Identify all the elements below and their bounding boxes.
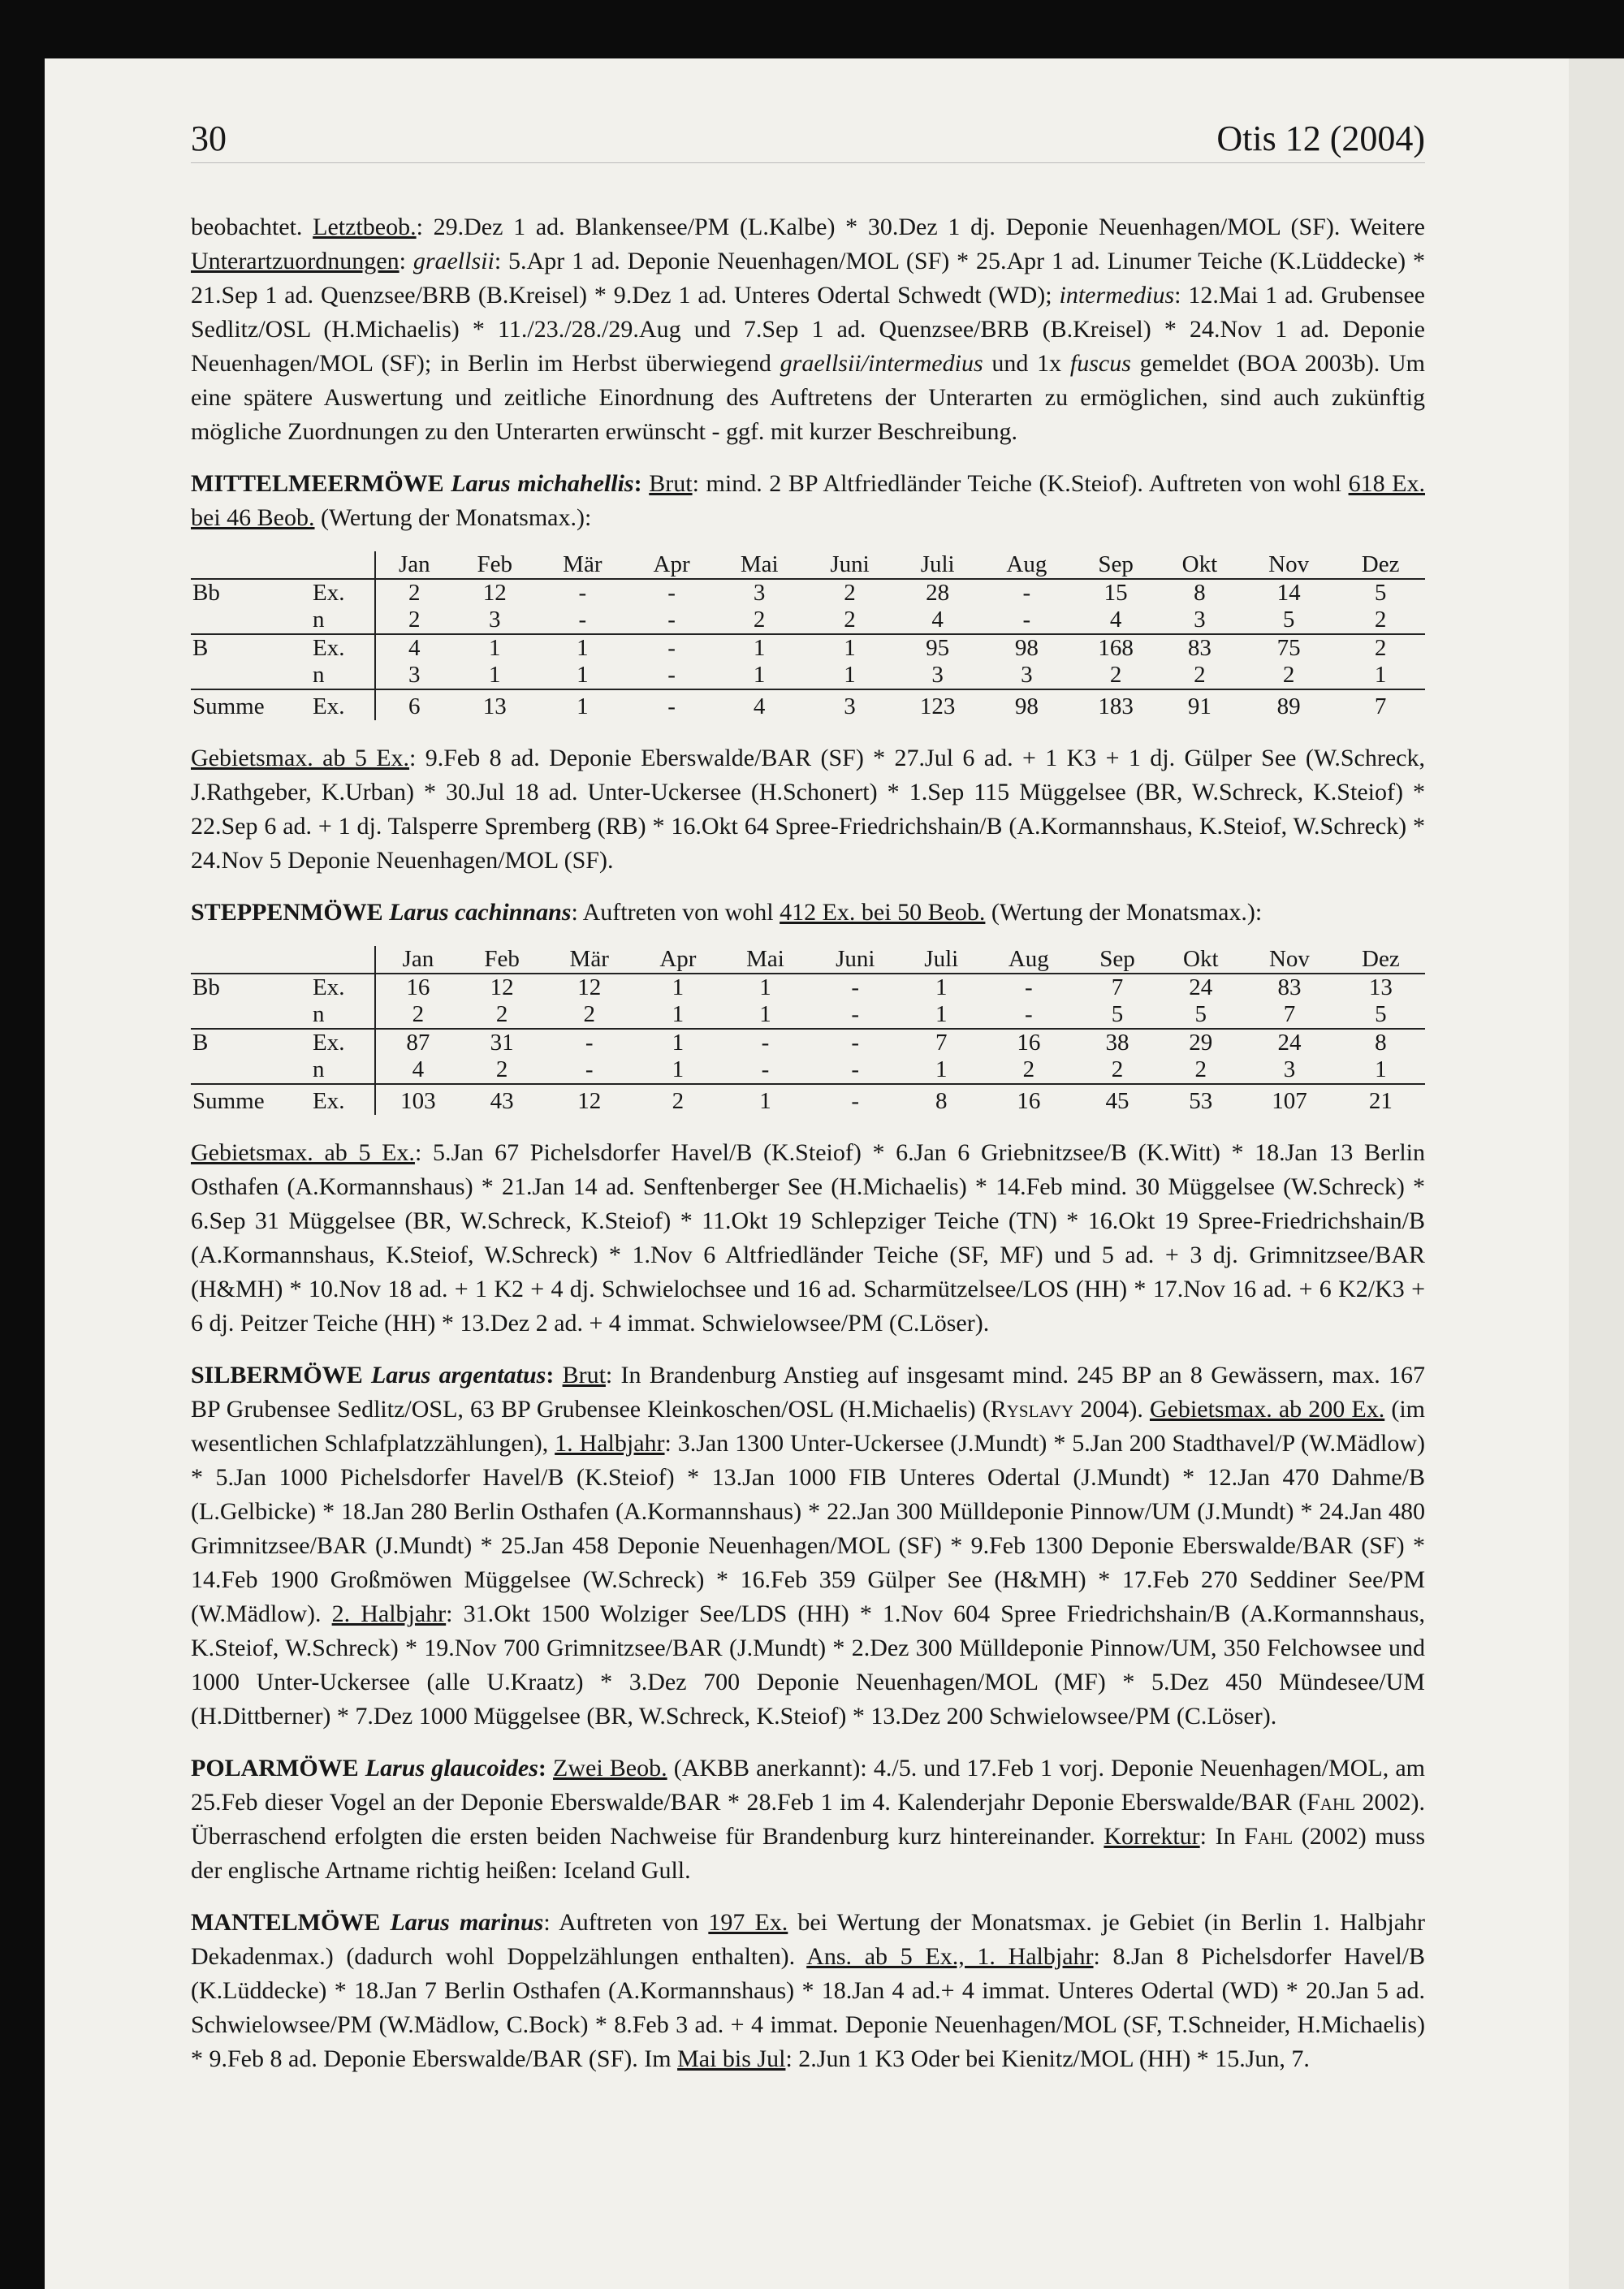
table-cell: 5 [1374,580,1387,606]
table-cell: 91 [1187,693,1212,719]
table-cell: - [851,974,860,1000]
paragraph-silbermoewe: SILBERMÖWE Larus argentatus: Brut: In Brandenburg Anstieg auf insgesamt mind. 245 BP an 8 Gewässern, max. 167 BP Grubensee Sedlitz/OSL, 63 BP Grubensee Kleinkoschen/OSL (H.Michaelis) (Ryslavy 2004). Gebietsmax. ab 200 Ex. (im wesentlichen Schlafplatzzählungen), 1. Halbjahr: 3.Jan 1300 Unter-Uckersee (J.Mundt) * 5.Jan 200 Stadthavel/P (W.Mädlow) * 5.Jan 1000 Pichelsdorfer Havel/B (K.Steiof) * 13.Jan 1000 FIB Unteres Odertal (J.Mundt) * 12.Jan 470 Dahme/B (L.Gelbicke) * 18.Jan 280 Berlin Osthafen (A.Kormannshaus) * 22.Jan 300 Mülldeponie Pinnow/UM (J.Mundt) * 24.Jan 480 Grimnitzsee/BAR (J.Mundt) * 25.Jan 458 Deponie Neuenhagen/MOL (SF) * 9.Feb 1300 Deponie Eberswalde/BAR (SF) * 14.Feb 1900 Großmöwen Müggelsee (W.Schreck) * 16.Feb 359 Gülper See (H&MH) * 17.Feb 270 Seddiner See/PM (W.Mädlow). 2. Halbjahr: 31.Okt 1500 Wolziger See/LDS (HH) * 1.Nov 604 Spree Friedrichshain/B (A.Kormannshaus, K.Steiof, W.Schreck) * 19.Nov 700 Grimnitzsee/BAR (J.Mundt) * 2.Dez 300 Mülldeponie Pinnow/UM, 350 Felchowsee und 1000 Unter-Uckersee (alle U.Kraatz) * 3.Dez 700 Deponie Neuenhagen/MOL (MF) * 5.Dez 450 Mündesee/UM (H.Dittberner) * 7.Dez 1000 Müggelsee (BR, W.Schreck, K.Steiof) * 13.Dez 200 Schwielowsee/PM (C.Löser). [191,1362,1426,1730]
table-cell: 45 [1105,1088,1129,1114]
row-label: Bb [192,974,220,1000]
row-unit: Ex. [301,974,375,1001]
table-cell: - [628,607,715,634]
table-cell: 2 [1242,662,1336,689]
table-cell: 2 [375,1001,460,1029]
table-cell: 1 [753,635,766,661]
paragraph-letztbeob: beobachtet. Letztbeob.: 29.Dez 1 ad. Blankensee/PM (L.Kalbe) * 30.Dez 1 dj. Deponie Neuenhagen/MOL (SF). Weitere Unterartzuordnungen: graellsii: 5.Apr 1 ad. Deponie Neuenhagen/MOL (SF) * 25.Apr 1 ad. Linumer Teiche (K.Lüddecke) * 21.Sep 1 ad. Quenzsee/BRB (B.Kreisel) * 9.Dez 1 ad. Unteres Odertal Schwedt (WD); intermedius: 12.Mai 1 ad. Grubensee Sedlitz/OSL (H.Michaelis) * 11./23./28./29.Aug und 7.Sep 1 ad. Quenzsee/BRB (B.Kreisel) * 24.Nov 1 ad. Deponie Neuenhagen/MOL (SF); in Berlin im Herbst überwiegend graellsii/intermedius und 1x fuscus gemeldet (BOA 2003b). Um eine spätere Auswertung und zeitliche Einordnung des Auftretens der Unterarten zu ermöglichen, sind auch zukünftig mögliche Zuordnungen zu den Unterarten erwünscht - ggf. mit kurzer Beschreibung. [191,214,1425,445]
table-cell: 2 [1158,662,1242,689]
row-label: Bb [192,580,220,606]
table-cell: 3 [1158,607,1242,634]
table-cell: 1 [935,974,948,1000]
table-cell: 3 [375,662,453,689]
row-unit: n [301,1001,375,1029]
table-cell: 3 [844,693,856,719]
table-cell: 1 [577,635,589,661]
table-cell: 4 [896,607,979,634]
table-cell: 13 [482,693,507,719]
table-cell: 3 [753,580,766,606]
row-label: B [192,1030,209,1056]
row-unit: n [301,662,375,689]
table-cell: 8 [935,1088,948,1114]
table-cell: 5 [1242,607,1336,634]
page-content [191,118,1425,2076]
table-row [191,1029,1425,1056]
table-cell: 2 [844,580,856,606]
row-unit: Ex. [301,634,375,662]
table-cell: 1 [844,635,856,661]
species-latin: Larus cachinnans [389,899,572,926]
row-unit: Ex. [301,579,375,607]
table-cell: 12 [490,974,514,1000]
table-cell: 15 [1104,580,1128,606]
species-name: MANTELMÖWE [191,1909,391,1936]
table-cell: 89 [1276,693,1301,719]
table-cell: 2 [672,1088,685,1114]
table-cell: 53 [1189,1088,1213,1114]
table-row [191,689,1425,720]
table-cell: - [810,1056,901,1084]
table-cell: 1 [672,1030,685,1056]
table-cell: 14 [1276,580,1301,606]
table-cell: - [1022,580,1031,606]
table-cell: 2 [1374,635,1387,661]
table-cell: - [544,1056,635,1084]
row-unit: Ex. [301,1029,375,1056]
table-header-row: Jan Feb Mär Apr Mai Juni Juli Aug Sep Okt Nov Dez [191,946,1425,974]
table-cell: 1 [901,1001,982,1029]
table-cell: 5 [1076,1001,1160,1029]
table-cell: 1 [1337,1056,1425,1084]
table-cell: 7 [1242,1001,1337,1029]
table-cell: 1 [759,1088,771,1114]
table-cell: 12 [577,974,602,1000]
table-cell: 75 [1276,635,1301,661]
table-cell: 103 [400,1088,436,1114]
table-cell: 1 [537,662,628,689]
table-cell: 98 [1014,693,1039,719]
species-latin: Larus argentatus [370,1362,546,1389]
species-latin: Larus glaucoides [365,1755,538,1782]
table-cell: 24 [1189,974,1213,1000]
table-cell: 2 [982,1056,1076,1084]
table-cell: 3 [896,662,979,689]
table-cell: 4 [753,693,766,719]
table-cell: 2 [1336,607,1425,634]
row-label [191,662,301,689]
table-cell: 1 [672,974,685,1000]
table-cell: - [585,1030,594,1056]
table-cell: 8 [1375,1030,1387,1056]
row-label: Summe [192,1088,265,1114]
page-header [191,118,1425,163]
paragraph-mittel-gebietsmax: Gebietsmax. ab 5 Ex.: 9.Feb 8 ad. Deponie Eberswalde/BAR (SF) * 27.Jul 6 ad. + 1 K3 + 1 dj. Gülper See (W.Schreck, J.Rathgeber, K.Urban) * 30.Jul 18 ad. Unter-Uckersee (H.Schonert) * 1.Sep 115 Müggelsee (BR, W.Schreck, K.Steiof) * 22.Sep 6 ad. + 1 dj. Talsperre Spremberg (RB) * 16.Okt 64 Spree-Friedrichshain/B (A.Kormannshaus, K.Steiof, W.Schreck) * 24.Nov 5 Deponie Neuenhagen/MOL (SF). [191,745,1425,874]
table-row [191,1001,1425,1029]
table-mittelmeermoewe [191,551,1425,720]
table-cell: 1 [1336,662,1425,689]
table-cell: 7 [1111,974,1124,1000]
table-cell: 24 [1277,1030,1302,1056]
table-cell: 29 [1189,1030,1213,1056]
table-cell: - [721,1056,810,1084]
table-cell: 1 [635,1001,721,1029]
table-cell: 2 [1076,1056,1160,1084]
table-cell: - [578,580,587,606]
row-unit: Ex. [301,1084,375,1115]
table-cell: - [1025,974,1033,1000]
table-cell: - [537,607,628,634]
table-cell: 13 [1368,974,1393,1000]
table-cell: - [667,580,676,606]
table-cell: 28 [926,580,950,606]
table-cell: 1 [721,1001,810,1029]
table-cell: 12 [577,1088,602,1114]
table-cell: 2 [408,580,421,606]
table-cell: 6 [408,693,421,719]
journal-title: Otis 12 (2004) [1216,119,1425,158]
table-row [191,662,1425,689]
row-unit: n [301,607,375,634]
table-cell: 38 [1105,1030,1129,1056]
table-cell: 21 [1368,1088,1393,1114]
table-cell: 95 [926,635,950,661]
paragraph-mantelmoewe: MANTELMÖWE Larus marinus: Auftreten von 197 Ex. bei Wertung der Monatsmax. je Gebiet (in Berlin 1. Halbjahr Dekadenmax.) (dadurch wohl Doppelzählungen enthalten). Ans. ab 5 Ex., 1. Halbjahr: 8.Jan 8 Pichelsdorfer Havel/B (K.Lüddecke) * 18.Jan 7 Berlin Osthafen (A.Kormannshaus) * 18.Jan 4 ad.+ 4 immat. Unteres Odertal (WD) * 20.Jan 5 ad. Schwielowsee/PM (W.Mädlow, C.Bock) * 8.Feb 3 ad. + 4 immat. Deponie Neuenhagen/MOL (SF, T.Schneider, H.Michaelis) * 9.Feb 8 ad. Deponie Eberswalde/BAR (SF). Im Mai bis Jul: 2.Jun 1 K3 Oder bei Kienitz/MOL (HH) * 15.Jun, 7. [191,1909,1426,2072]
table-cell: 2 [375,607,453,634]
table-cell: 168 [1098,635,1134,661]
table-cell: 1 [759,974,771,1000]
table-cell: 123 [919,693,956,719]
table-cell: 8 [1194,580,1206,606]
table-cell: 1 [488,635,501,661]
table-cell: 1 [635,1056,721,1084]
table-cell: 7 [1374,693,1387,719]
table-row [191,974,1425,1001]
table-cell: 4 [375,1056,460,1084]
page-number: 30 [191,119,227,158]
table-cell: - [810,1001,901,1029]
table-cell: 98 [1014,635,1039,661]
table-cell: - [851,1030,860,1056]
table-cell: 3 [453,607,537,634]
table-cell: 2 [460,1056,544,1084]
table-cell: 1 [577,693,589,719]
table-cell: 5 [1159,1001,1242,1029]
table-cell: 1 [901,1056,982,1084]
table-cell: - [851,1088,860,1114]
table-row [191,1084,1425,1115]
table-header-row: Jan Feb Mär Apr Mai Juni Juli Aug Sep Okt Nov Dez [191,551,1425,579]
table-cell: 4 [1073,607,1157,634]
table-cell: - [628,662,715,689]
table-cell: 12 [482,580,507,606]
table-cell: 183 [1098,693,1134,719]
species-latin: Larus michahellis [451,470,634,497]
table-row [191,634,1425,662]
table-cell: 1 [804,662,896,689]
species-latin: Larus marinus [390,1909,544,1936]
table-cell: 87 [406,1030,430,1056]
row-label [191,1056,301,1084]
table-cell: 107 [1272,1088,1307,1114]
row-unit: Ex. [301,689,375,720]
table-cell: - [982,1001,1076,1029]
table-row [191,607,1425,634]
table-cell: 31 [490,1030,514,1056]
row-label: Summe [192,693,265,719]
table-cell: 83 [1187,635,1212,661]
table-cell: 2 [460,1001,544,1029]
species-name: STEPPENMÖWE [191,899,390,926]
table-cell: 16 [1017,1088,1041,1114]
table-cell: - [667,693,676,719]
table-cell: 3 [1242,1056,1337,1084]
row-unit: n [301,1056,375,1084]
table-cell: 2 [1073,662,1157,689]
table-cell: - [667,635,676,661]
paragraph-steppen-gebietsmax: Gebietsmax. ab 5 Ex.: 5.Jan 67 Pichelsdorfer Havel/B (K.Steiof) * 6.Jan 6 Griebnitzsee/B (K.Witt) * 18.Jan 13 Berlin Osthafen (A.Kormannshaus) * 21.Jan 14 ad. Senftenberger See (H.Michaelis) * 14.Feb mind. 30 Müggelsee (W.Schreck) * 6.Sep 31 Müggelsee (BR, W.Schreck, K.Steiof) * 11.Okt 19 Schlepziger Teiche (TN) * 16.Okt 19 Spree-Friedrichshain/B (A.Kormannshaus, K.Steiof, W.Schreck) * 1.Nov 6 Altfriedländer Teiche (SF, MF) und 5 ad. + 3 dj. Grimnitzsee/BAR (H&MH) * 10.Nov 18 ad. + 1 K2 + 4 dj. Schwielochsee und 16 ad. Scharmützelsee/LOS (HH) * 17.Nov 16 ad. + 6 K2/K3 + 6 dj. Peitzer Teiche (HH) * 13.Dez 2 ad. + 4 immat. Schwielowsee/PM (C.Löser). [191,1139,1425,1337]
row-label [191,607,301,634]
table-cell: 2 [715,607,804,634]
table-row [191,579,1425,607]
table-cell: 4 [408,635,421,661]
species-name: MITTELMEERMÖWE [191,470,451,497]
paragraph-mittelmeermoewe: MITTELMEERMÖWE Larus michahellis: Brut: mind. 2 BP Altfriedländer Teiche (K.Steiof). Auftreten von wohl 618 Ex. bei 46 Beob. (Wertung der Monatsmax.): [191,470,1425,531]
table-cell: 2 [544,1001,635,1029]
table-cell: 2 [1159,1056,1242,1084]
table-cell: 43 [490,1088,514,1114]
table-cell: 16 [1017,1030,1041,1056]
table-row [191,1056,1425,1084]
table-cell: 16 [406,974,430,1000]
table-cell: 3 [979,662,1073,689]
facing-page-edge [1569,58,1624,2289]
table-steppenmoewe [191,946,1425,1115]
table-cell: 7 [935,1030,948,1056]
table-cell: - [979,607,1073,634]
table-cell: 83 [1277,974,1302,1000]
species-name: SILBERMÖWE [191,1362,371,1389]
table-cell: - [761,1030,770,1056]
table-cell: 5 [1337,1001,1425,1029]
species-name: POLARMÖWE [191,1755,365,1782]
paragraph-steppenmoewe: STEPPENMÖWE Larus cachinnans: Auftreten von wohl 412 Ex. bei 50 Beob. (Wertung der Monatsmax.): [191,899,1263,926]
row-label: B [192,635,209,661]
row-label [191,1001,301,1029]
table-cell: 1 [715,662,804,689]
table-cell: 2 [804,607,896,634]
paragraph-polarmoewe: POLARMÖWE Larus glaucoides: Zwei Beob. (AKBB anerkannt): 4./5. und 17.Feb 1 vorj. Deponie Neuenhagen/MOL, am 25.Feb dieser Vogel an der Deponie Eberswalde/BAR * 28.Feb 1 im 4. Kalenderjahr Deponie Eberswalde/BAR (Fahl 2002). Überraschend erfolgten die ersten beiden Nachweise für Brandenburg kurz hintereinander. Korrektur: In Fahl (2002) muss der englische Artname richtig heißen: Iceland Gull. [191,1755,1425,1884]
table-cell: 1 [453,662,537,689]
